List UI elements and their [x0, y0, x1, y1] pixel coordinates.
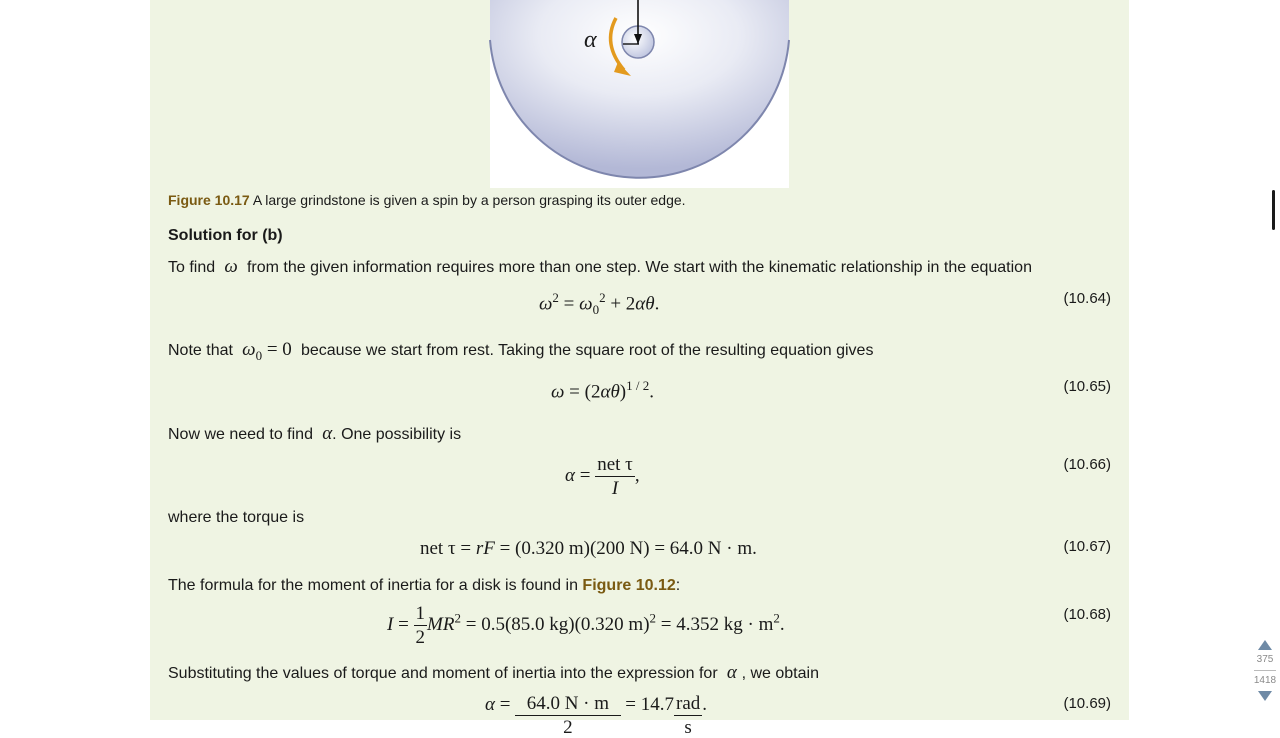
previous-page-icon[interactable] [1258, 640, 1272, 650]
section-heading: Solution for (b) [168, 227, 283, 244]
paragraph-2 [168, 339, 873, 364]
page-navigator [1252, 640, 1278, 701]
equation-number: (10.67) [1063, 538, 1111, 555]
paragraph-6 [168, 662, 819, 684]
p6-text-after: , we obtain [741, 665, 819, 682]
equation-10-65: $\omega = (2\alpha\theta)^{1 / 2}$. [551, 378, 654, 403]
grindstone-illustration [490, 0, 789, 188]
alpha-symbol: α [722, 662, 742, 683]
document-page [150, 0, 1129, 738]
paragraph-1 [168, 256, 1032, 278]
grindstone-figure [490, 0, 789, 188]
omega-zero-expression: $\omega_0 = 0$ [237, 339, 292, 363]
equation-10-64: $\omega^2 = \omega_0^2 + 2\alpha\theta$. [539, 290, 660, 318]
page-divider [1254, 670, 1276, 671]
p3-text-before: Now we need to find [168, 426, 313, 443]
p3-text-after: . One possibility is [332, 426, 462, 443]
equation-number: (10.65) [1063, 378, 1111, 395]
total-page-count: 1418 [1253, 675, 1277, 686]
alpha-label: α [584, 27, 597, 53]
omega-symbol: ω [219, 256, 243, 277]
paragraph-5 [168, 577, 680, 595]
figure-caption [168, 192, 686, 208]
equation-number: (10.66) [1063, 456, 1111, 473]
equation-number: (10.64) [1063, 290, 1111, 307]
equation-10-66: α = $\frac{\text{net τ}}{I}$ , [565, 454, 640, 499]
p1-text-before: To find [168, 259, 216, 276]
alpha-symbol: α [317, 423, 333, 444]
p6-text-before: Substituting the values of torque and moment of inertia into the expression for [168, 665, 718, 682]
figure-caption-text: A large grindstone is given a spin by a person grasping its outer edge. [252, 192, 686, 208]
current-page-number: 375 [1256, 654, 1274, 665]
equation-number: (10.68) [1063, 606, 1111, 623]
p2-text-after: because we start from rest. Taking the square root of the resulting equation gives [300, 342, 874, 359]
figure-10-12-link[interactable]: Figure 10.12 [582, 577, 676, 594]
paragraph-3 [168, 423, 461, 445]
equation-10-67: net τ = rF = (0.320 m)(200 N) = 64.0 N · m. [420, 538, 757, 559]
p2-text-before: Note that [168, 342, 233, 359]
next-page-icon[interactable] [1258, 691, 1272, 701]
p5-text-before: The formula for the moment of inertia for a disk is found in [168, 577, 578, 594]
paragraph-4: where the torque is [168, 509, 305, 526]
equation-number: (10.69) [1063, 695, 1111, 712]
p5-text-after: : [675, 577, 681, 594]
equation-10-68: I = $\frac{1}{2}$ $MR^2 = 0.5(85.0$ kg)(0.320 m)$^2$ = 4.352 kg · $m^2$. [387, 603, 785, 648]
scrollbar-thumb[interactable] [1272, 190, 1275, 230]
p1-text-after: from the given information requires more than one step. We start with the kinematic relationship in the equation [246, 259, 1032, 276]
equation-10-69: α = $\frac{64.0 N \cdot m}{2}$ = 14.7 $\frac{\text{rad}}{s}$ . [485, 693, 708, 738]
figure-label: Figure 10.17 [168, 192, 250, 208]
